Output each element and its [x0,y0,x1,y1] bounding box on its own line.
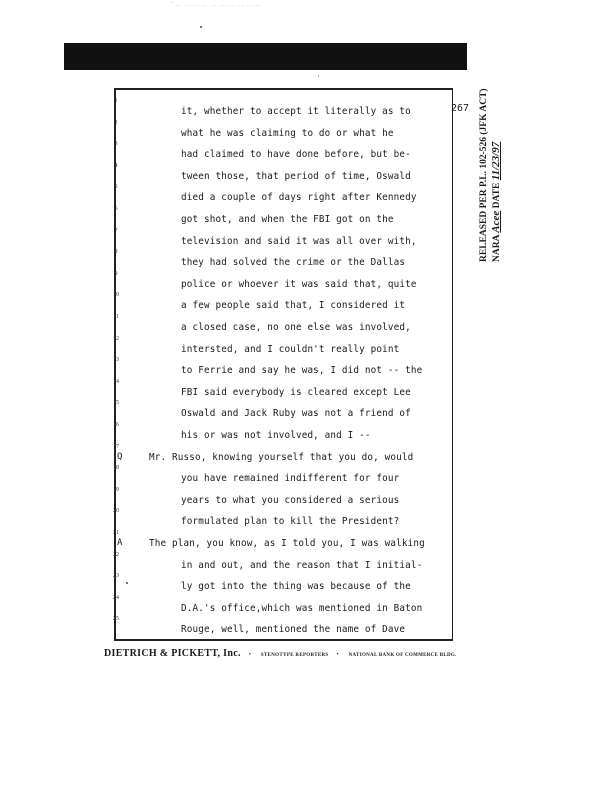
line-number: 2 [114,119,118,126]
line-number: 18 [113,465,119,472]
transcript-line: Rouge, well, mentioned the name of Dave [181,624,406,636]
transcript-line: they had solved the crime or the Dallas [181,257,406,269]
transcript-line: a closed case, no one else was involved, [181,322,411,333]
transcript-line: in and out, and the reason that I initial- [181,559,423,571]
release-stamp-line2 [490,88,503,262]
transcript-line: ly got into the thing was because of the [181,581,411,593]
transcript-line: police or whoever it was said that, quite [181,278,417,290]
speaker-label: A [117,538,123,548]
transcript-line: Mr. Russo, knowing yourself that you do, would [149,451,414,463]
release-date: 11/23/97 [490,141,502,181]
transcript-line: intersted, and I couldn't really point [181,343,400,355]
bullet-icon: • [248,652,251,658]
transcript-line: a few people said that, I considered it [181,300,406,312]
reporter-firm: DIETRICH & PICKETT, Inc. [104,648,241,659]
date-label: DATE [492,182,502,209]
line-number: 16 [113,422,119,428]
line-number: 22 [113,551,119,558]
line-number: 17 [113,443,119,450]
redaction-bar [64,43,467,70]
speaker-label: Q [117,451,123,462]
transcript-line: The plan, you know, as I told you, I was walking [149,538,425,549]
line-number: 12 [113,335,119,342]
transcript-line: television and said it was all over with, [181,235,417,247]
transcript-line: his or was not involved, and I -- [181,430,371,441]
transcript-line: tween those, that period of time, Oswald [181,170,411,182]
scan-speck [200,26,202,28]
line-number: 11 [113,314,119,320]
transcript-line: to Ferrie and say he was, I did not -- the [181,365,423,377]
line-number: 1 [114,98,118,104]
line-number: 15 [113,400,119,407]
line-number: 8 [114,249,118,256]
line-number: 10 [113,292,119,299]
faint-header-text: '' ... ... ... ... ... ... ... .... ... ... [170,2,263,8]
line-number: 14 [113,378,119,385]
line-number: 19 [113,486,119,493]
reporter-footer [104,643,457,661]
line-number: 4 [114,162,118,169]
transcript-line: got shot, and when the FBI got on the [181,214,394,225]
transcript-line: Oswald and Jack Ruby was not a friend of [181,408,411,420]
line-number: 5 [114,184,118,191]
transcript-line: it, whether to accept it literally as to [181,106,411,117]
line-number: 23 [113,573,119,580]
line-number: 24 [113,594,119,601]
line-number: 20 [113,508,119,515]
line-number: 9 [114,270,118,277]
transcript-line: had claimed to have done before, but be- [181,149,411,161]
scan-speck [318,76,319,77]
reporter-role: STENOTYPE REPORTERS [260,653,329,658]
line-number: 21 [113,530,119,536]
transcript-line: you have remained indifferent for four [181,473,400,485]
transcript-line: FBI said everybody is cleared except Lee [181,386,411,398]
release-stamp-line1: RELEASED PER P.L. 102-526 (JFK ACT) [479,88,489,262]
line-number: 7 [114,227,118,234]
nara-label: NARA [492,235,502,262]
page-number: 267 [451,103,470,114]
transcript-line: D.A.'s office,which was mentioned in Baton [181,602,423,614]
bullet-icon: • [336,652,339,658]
release-stamp [478,88,503,262]
nara-initials: Acee [490,210,502,233]
reporter-address: NATIONAL BANK OF COMMERCE BLDG. [348,653,457,658]
transcript-line: what he was claiming to do or what he [181,127,394,139]
line-number: 13 [113,357,119,364]
line-number: 3 [114,141,118,148]
transcript-line: formulated plan to kill the President? [181,516,400,528]
line-number: 6 [114,206,118,212]
transcript-line: years to what you considered a serious [181,494,400,506]
line-number: 25 [113,616,119,623]
transcript-line: died a couple of days right after Kennedy [181,192,417,204]
